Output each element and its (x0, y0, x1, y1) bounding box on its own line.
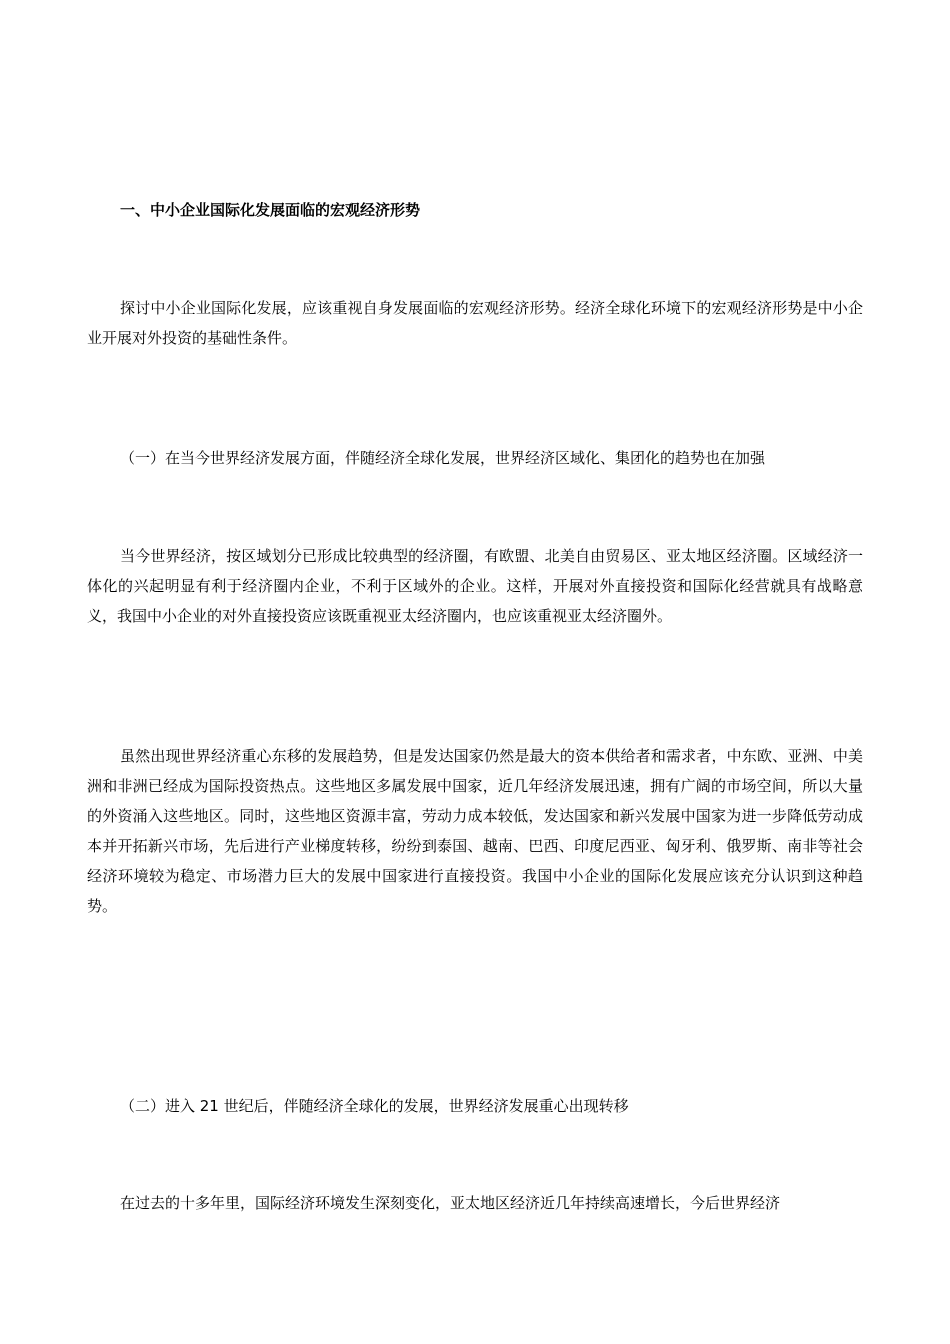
paragraph-economic-circles: 当今世界经济，按区域划分已形成比较典型的经济圈，有欧盟、北美自由贸易区、亚太地区经济圈。区域经济一体化的兴起明显有利于经济圈内企业，不利于区域外的企业。这样，开展对外直接投资和国际化经营就具有战略意义，我国中小企业的对外直接投资应该既重视亚太经济圈内，也应该重视亚太经济圈外。 (87, 547, 863, 625)
paragraph-decade-changes: 在过去的十多年里，国际经济环境发生深刻变化，亚太地区经济近几年持续高速增长，今后世界经济 (120, 1194, 781, 1212)
paragraph-intro: 探讨中小企业国际化发展，应该重视自身发展面临的宏观经济形势。经济全球化环境下的宏观经济形势是中小企业开展对外投资的基础性条件。 (87, 299, 863, 347)
paragraph-investment-hotspots: 虽然出现世界经济重心东移的发展趋势，但是发达国家仍然是最大的资本供给者和需求者，中东欧、亚洲、中美洲和非洲已经成为国际投资热点。这些地区多属发展中国家，近几年经济发展迅速，拥有广阔的市场空间，所以大量的外资涌入这些地区。同时，这些地区资源丰富，劳动力成本较低，发达国家和新兴发展中国家为进一步降低劳动成本并开拓新兴市场，先后进行产业梯度转移，纷纷到泰国、越南、巴西、印度尼西亚、匈牙利、俄罗斯、南非等社会经济环境较为稳定、市场潜力巨大的发展中国家进行直接投资。我国中小企业的国际化发展应该充分认识到这种趋势。 (87, 747, 863, 915)
subheading-one: （一）在当今世界经济发展方面，伴随经济全球化发展，世界经济区域化、集团化的趋势也在加强 (120, 449, 766, 467)
subheading-two: （二）进入 21 世纪后，伴随经济全球化的发展，世界经济发展重心出现转移 (120, 1097, 629, 1115)
section-heading: 一、中小企业国际化发展面临的宏观经济形势 (120, 201, 421, 219)
